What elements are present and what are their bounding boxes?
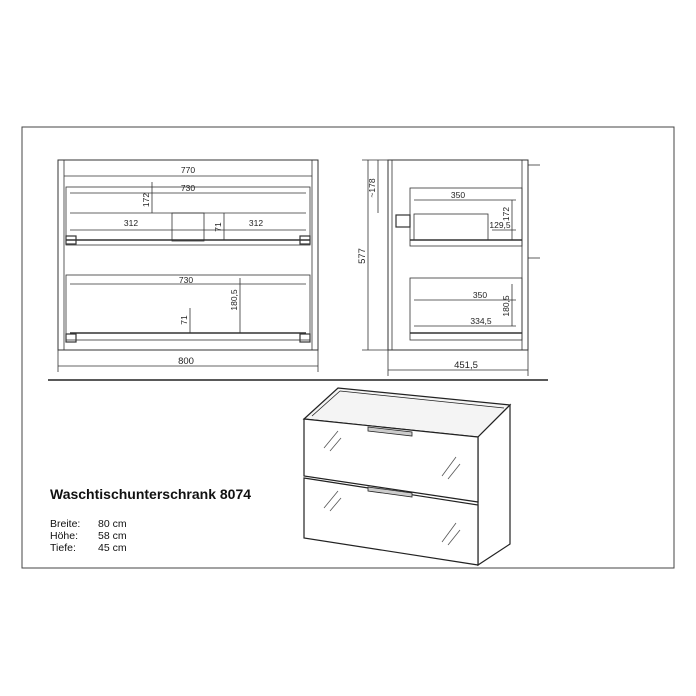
spec-value-height: 58 cm — [98, 530, 127, 542]
dim-side-bottom-height: 180,5 — [501, 295, 511, 317]
dim-total-height: 577 — [357, 248, 368, 264]
cabinet-illustration — [304, 388, 510, 565]
dim-side-top-depth: 350 — [450, 190, 466, 200]
dim-inner-width: 770 — [180, 165, 196, 175]
product-title: Waschtischunterschrank 8074 — [50, 486, 252, 502]
dim-top-drawer-height: 172 — [141, 192, 151, 208]
dim-top-left-offset: 312 — [123, 218, 139, 228]
dim-bottom-drawer-width: 730 — [178, 275, 194, 285]
dim-top-drawer-width: 730 — [180, 183, 196, 193]
spec-value-width: 80 cm — [98, 518, 127, 530]
dim-total-depth: 451,5 — [454, 360, 478, 371]
spec-value-depth: 45 cm — [98, 542, 127, 554]
dim-bottom-inner-height: 71 — [179, 315, 189, 325]
spec-label-width: Breite: — [50, 518, 81, 530]
dim-total-width: 800 — [178, 356, 194, 367]
dim-side-bottom-inner: 334,5 — [470, 316, 492, 326]
dim-side-bottom-depth: 350 — [472, 290, 488, 300]
dim-top-gap: ~178 — [367, 178, 377, 198]
dim-bottom-drawer-height: 180,5 — [229, 289, 239, 311]
dim-top-right-offset: 312 — [248, 218, 264, 228]
dim-top-cutout-depth: 71 — [213, 222, 223, 232]
dim-side-top-height: 172 — [501, 206, 511, 222]
dim-side-top-inner: 129,5 — [489, 220, 511, 230]
spec-label-height: Höhe: — [50, 530, 79, 542]
spec-label-depth: Tiefe: — [50, 542, 76, 554]
